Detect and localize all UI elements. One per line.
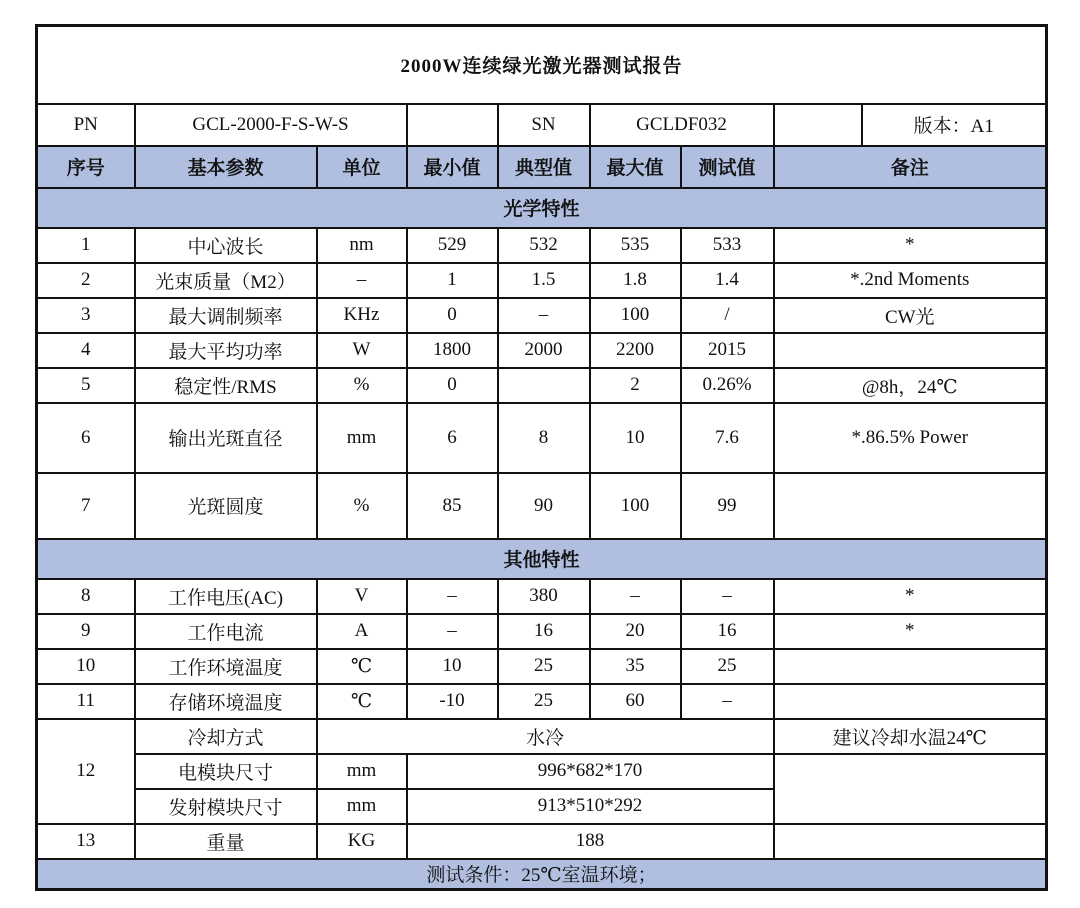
cell-typ: 532 [498,228,590,263]
cell-unit: ℃ [317,649,407,684]
cell-max: 10 [590,403,681,473]
col-header-typ: 典型值 [498,146,590,188]
pn-value: GCL-2000-F-S-W-S [135,104,407,146]
table-row [37,473,1047,539]
cell-unit: V [317,579,407,614]
cell-unit: % [317,473,407,539]
cell-unit: KG [317,824,407,859]
sn-label: SN [498,104,590,146]
table-row-electric-module [37,754,1047,789]
cell-max: 100 [590,473,681,539]
cell-test: / [681,298,774,333]
cell-typ: 25 [498,684,590,719]
cell-max: 2 [590,368,681,403]
table-row [37,368,1047,403]
table-row [37,684,1047,719]
cell-min: – [407,614,498,649]
cell-no: 4 [37,333,135,368]
cell-test: 7.6 [681,403,774,473]
cell-typ: 16 [498,614,590,649]
cell-dimensions: 913*510*292 [407,789,774,824]
table-row [37,579,1047,614]
cell-param: 工作电流 [135,614,317,649]
col-header-no: 序号 [37,146,135,188]
cell-min: 529 [407,228,498,263]
cell-typ: 380 [498,579,590,614]
cell-typ: – [498,298,590,333]
cell-no: 10 [37,649,135,684]
cell-param: 工作电压(AC) [135,579,317,614]
info-empty-cell-2 [774,104,862,146]
cell-param: 重量 [135,824,317,859]
table-row-weight [37,824,1047,859]
sn-value: GCLDF032 [590,104,774,146]
cell-min: 6 [407,403,498,473]
test-conditions-note: 测试条件：25℃室温环境； [37,859,1047,890]
cell-test: – [681,684,774,719]
cell-test: 25 [681,649,774,684]
cell-param: 冷却方式 [135,719,317,754]
laser-test-report-table [35,24,1048,891]
cell-unit: mm [317,403,407,473]
cell-weight-value: 188 [407,824,774,859]
cell-no: 9 [37,614,135,649]
page-title: 2000W连续绿光激光器测试报告 [37,26,1047,104]
info-row [37,104,1047,146]
cell-remark [774,754,1047,824]
column-header-row [37,146,1047,188]
footer-row [37,859,1047,890]
cell-remark [774,824,1047,859]
cell-no: 8 [37,579,135,614]
table-row [37,333,1047,368]
cell-param: 存储环境温度 [135,684,317,719]
pn-label: PN [37,104,135,146]
cell-unit: mm [317,754,407,789]
cell-param: 最大调制频率 [135,298,317,333]
cell-remark [774,473,1047,539]
cell-unit: ℃ [317,684,407,719]
cell-no: 7 [37,473,135,539]
cell-no: 2 [37,263,135,298]
cell-min: 85 [407,473,498,539]
cell-typ: 2000 [498,333,590,368]
version-label: 版本：A1 [862,104,1047,146]
cell-remark [774,333,1047,368]
cell-param: 工作环境温度 [135,649,317,684]
col-header-unit: 单位 [317,146,407,188]
section-title-other: 其他特性 [37,539,1047,579]
table-row [37,403,1047,473]
cell-no: 6 [37,403,135,473]
cell-test: 0.26% [681,368,774,403]
cell-remark: 建议冷却水温24℃ [774,719,1047,754]
cell-test: 16 [681,614,774,649]
col-header-test: 测试值 [681,146,774,188]
cell-test: 533 [681,228,774,263]
cell-typ [498,368,590,403]
cell-param: 输出光斑直径 [135,403,317,473]
cell-no: 12 [37,719,135,824]
cell-param: 中心波长 [135,228,317,263]
cell-typ: 25 [498,649,590,684]
section-title-optical: 光学特性 [37,188,1047,228]
section-row-optical [37,188,1047,228]
cell-cooling-value: 水冷 [317,719,774,754]
col-header-remark: 备注 [774,146,1047,188]
cell-no: 3 [37,298,135,333]
cell-min: – [407,579,498,614]
cell-test: 99 [681,473,774,539]
cell-max: 2200 [590,333,681,368]
cell-test: 1.4 [681,263,774,298]
cell-max: – [590,579,681,614]
cell-no: 1 [37,228,135,263]
title-row [37,26,1047,104]
cell-remark: * [774,614,1047,649]
cell-unit: – [317,263,407,298]
cell-param: 光束质量（M2） [135,263,317,298]
cell-param: 稳定性/RMS [135,368,317,403]
cell-min: 0 [407,368,498,403]
cell-min: 1 [407,263,498,298]
cell-param: 发射模块尺寸 [135,789,317,824]
cell-dimensions: 996*682*170 [407,754,774,789]
cell-no: 13 [37,824,135,859]
cell-remark: *.86.5% Power [774,403,1047,473]
cell-param: 最大平均功率 [135,333,317,368]
cell-min: 0 [407,298,498,333]
info-empty-cell-1 [407,104,498,146]
cell-param: 光斑圆度 [135,473,317,539]
cell-unit: A [317,614,407,649]
col-header-min: 最小值 [407,146,498,188]
cell-unit: % [317,368,407,403]
cell-unit: KHz [317,298,407,333]
cell-unit: mm [317,789,407,824]
cell-max: 35 [590,649,681,684]
cell-min: -10 [407,684,498,719]
table-row [37,614,1047,649]
cell-unit: W [317,333,407,368]
cell-no: 5 [37,368,135,403]
cell-remark: CW光 [774,298,1047,333]
cell-typ: 8 [498,403,590,473]
cell-max: 100 [590,298,681,333]
cell-typ: 90 [498,473,590,539]
section-row-other [37,539,1047,579]
cell-remark: *.2nd Moments [774,263,1047,298]
cell-test: 2015 [681,333,774,368]
table-row [37,263,1047,298]
cell-remark [774,649,1047,684]
table-row-cooling [37,719,1047,754]
cell-test: – [681,579,774,614]
cell-param: 电模块尺寸 [135,754,317,789]
col-header-param: 基本参数 [135,146,317,188]
table-row [37,298,1047,333]
cell-max: 535 [590,228,681,263]
cell-min: 1800 [407,333,498,368]
cell-unit: nm [317,228,407,263]
cell-max: 60 [590,684,681,719]
cell-min: 10 [407,649,498,684]
table-row [37,649,1047,684]
cell-typ: 1.5 [498,263,590,298]
cell-remark: * [774,228,1047,263]
cell-max: 20 [590,614,681,649]
table-row [37,228,1047,263]
cell-max: 1.8 [590,263,681,298]
cell-no: 11 [37,684,135,719]
cell-remark: @8h，24℃ [774,368,1047,403]
cell-remark: * [774,579,1047,614]
col-header-max: 最大值 [590,146,681,188]
cell-remark [774,684,1047,719]
